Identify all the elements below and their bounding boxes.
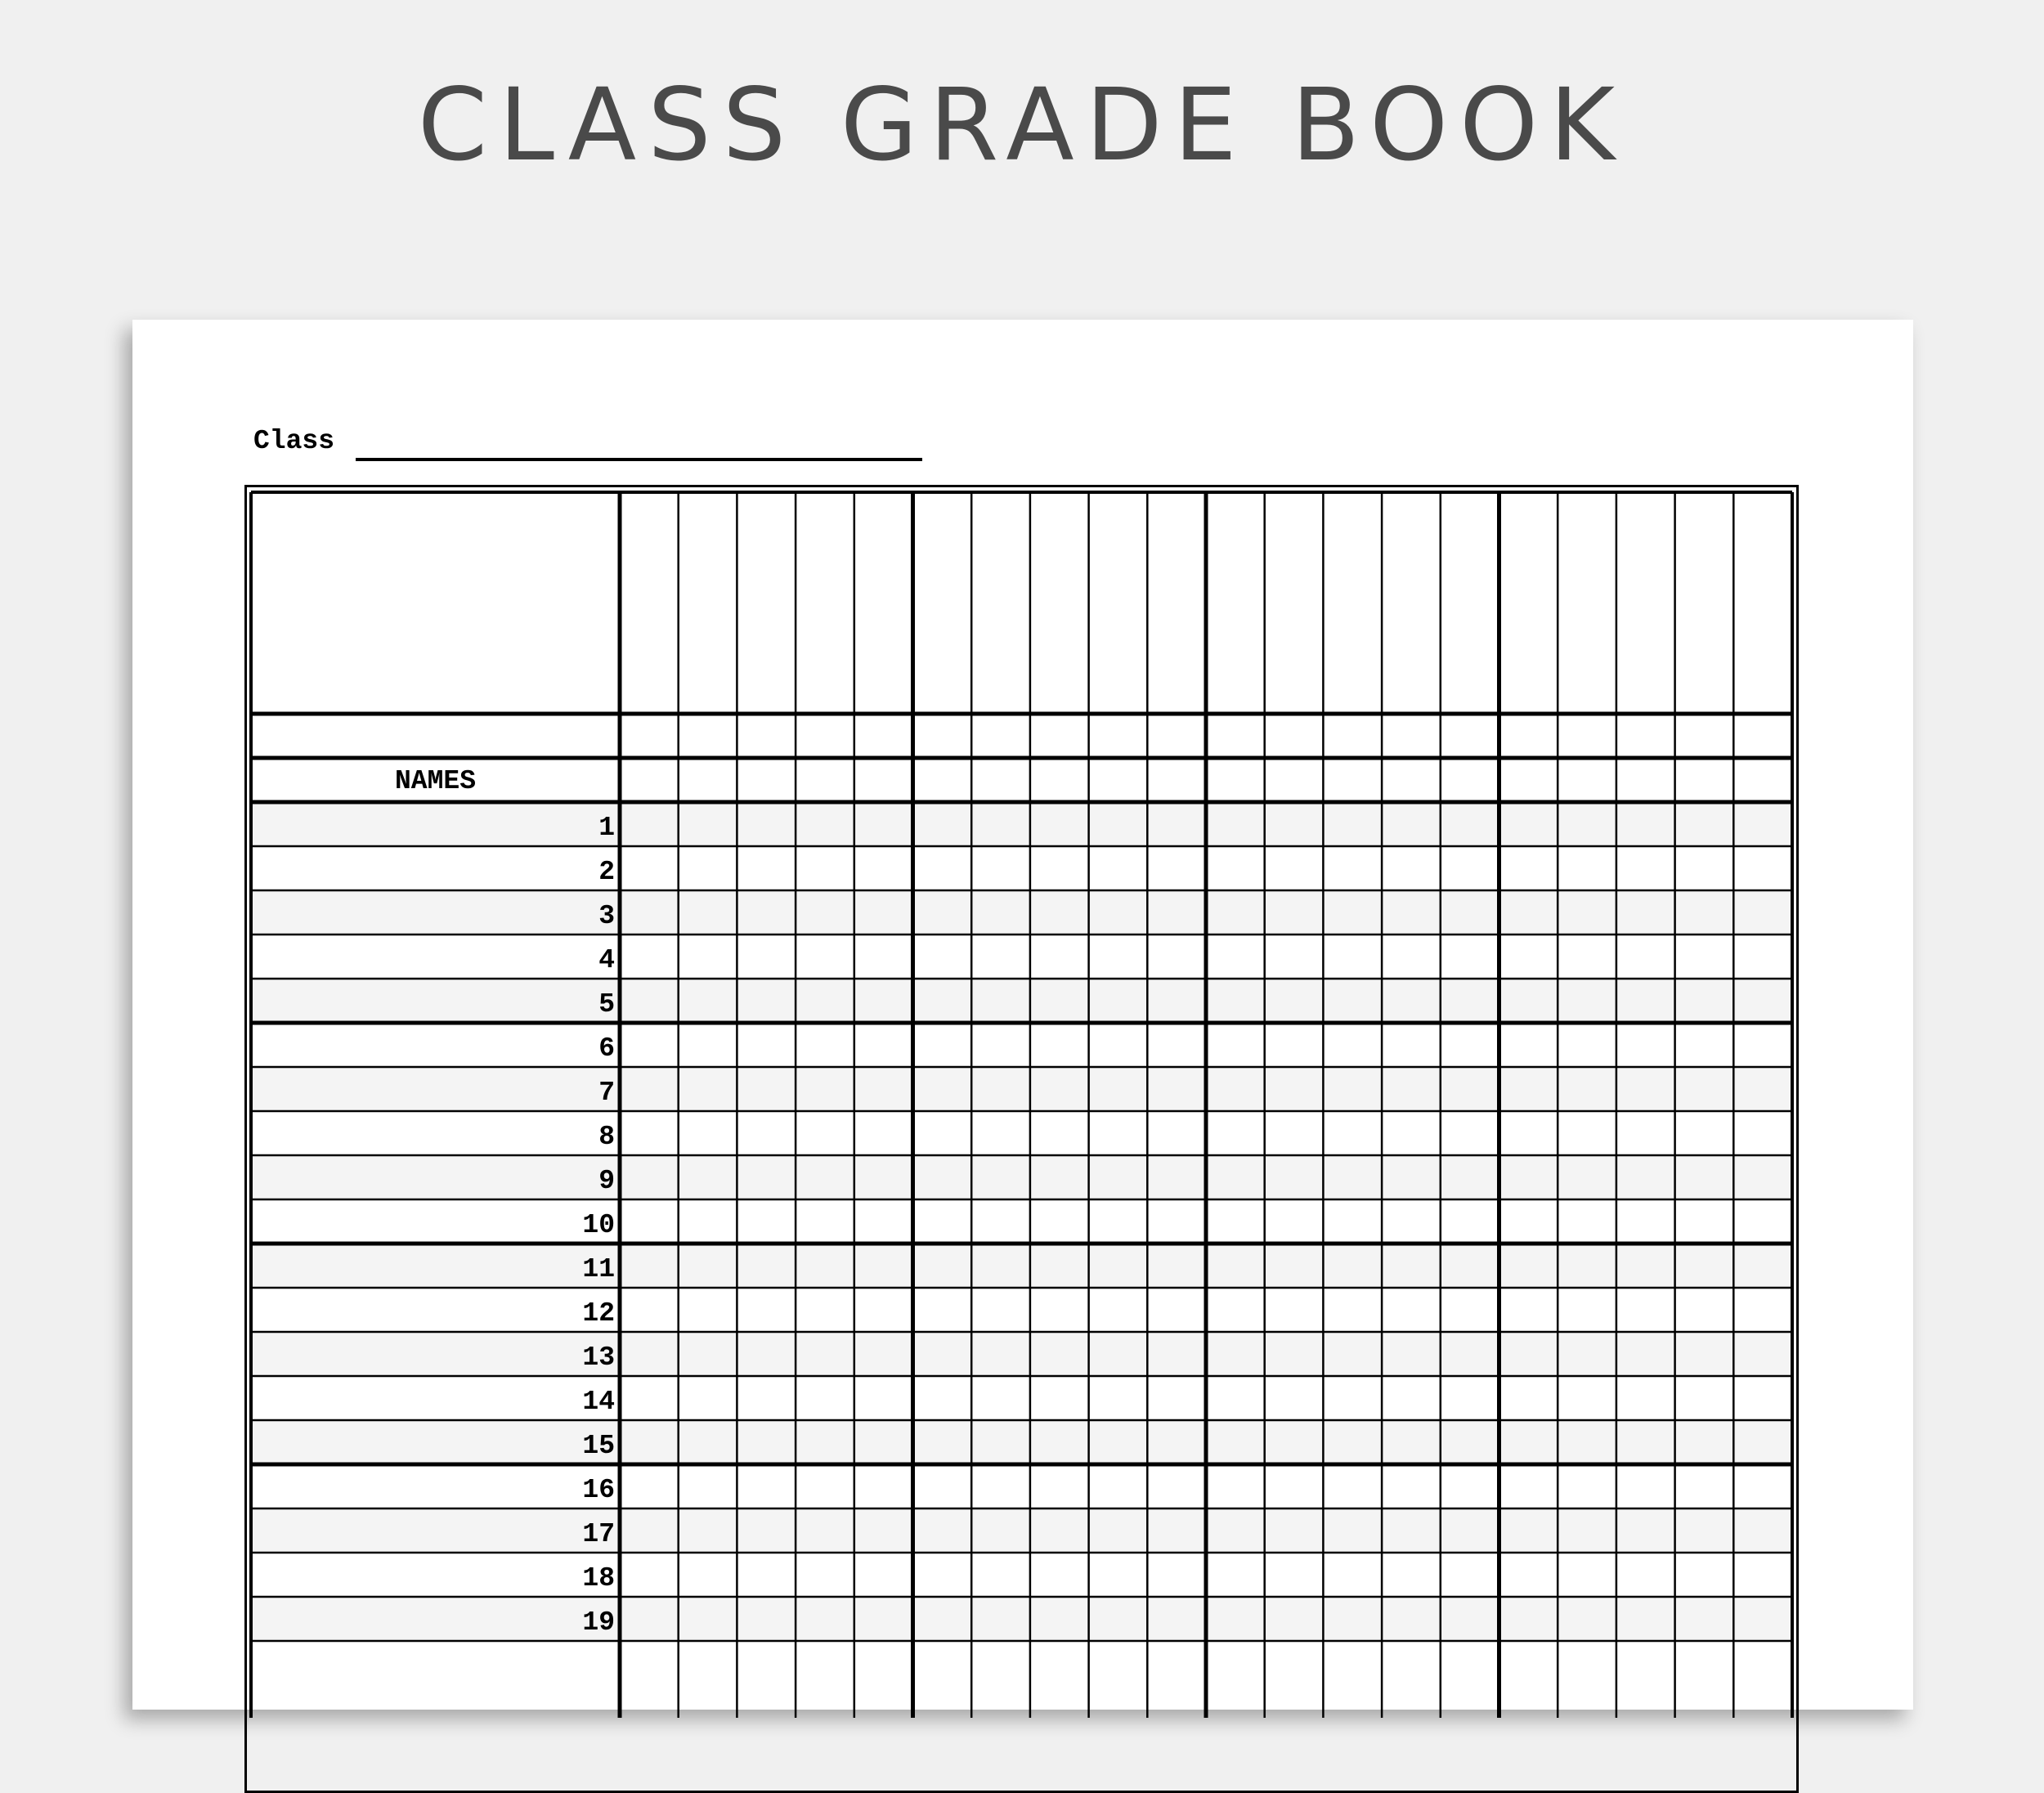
name-cell[interactable]	[253, 1466, 618, 1507]
row-number: 19	[582, 1607, 615, 1638]
row-number: 9	[598, 1166, 615, 1196]
row-number: 13	[582, 1343, 615, 1373]
names-header: NAMES	[394, 766, 477, 796]
name-cell[interactable]	[253, 1069, 618, 1109]
row-number: 6	[598, 1033, 615, 1064]
grade-table	[132, 320, 1913, 1710]
name-cell[interactable]	[253, 1201, 618, 1242]
name-cell[interactable]	[253, 1378, 618, 1419]
name-cell[interactable]	[253, 1024, 618, 1065]
row-number: 15	[582, 1431, 615, 1461]
row-number: 2	[598, 857, 615, 887]
name-cell[interactable]	[253, 848, 618, 889]
row-number: 8	[598, 1122, 615, 1152]
name-cell[interactable]	[253, 1598, 618, 1639]
name-cell[interactable]	[253, 1334, 618, 1374]
name-cell[interactable]	[253, 1289, 618, 1330]
gradebook-sheet	[132, 320, 1913, 1710]
row-number: 4	[598, 945, 615, 975]
name-cell[interactable]	[253, 980, 618, 1021]
row-number: 18	[582, 1563, 615, 1594]
name-cell[interactable]	[253, 1245, 618, 1286]
row-number: 12	[582, 1298, 615, 1329]
name-cell[interactable]	[253, 1554, 618, 1595]
name-cell[interactable]	[253, 1510, 618, 1551]
row-number: 11	[582, 1254, 615, 1284]
name-cell[interactable]	[253, 936, 618, 977]
row-number: 3	[598, 901, 615, 931]
page-title: CLASS GRADE BOOK	[417, 67, 1627, 183]
row-number: 14	[582, 1387, 615, 1417]
name-cell[interactable]	[253, 1113, 618, 1154]
class-label: Class	[253, 426, 335, 456]
row-number: 5	[598, 989, 615, 1020]
name-cell[interactable]	[253, 804, 618, 845]
row-number: 16	[582, 1475, 615, 1505]
row-number: 1	[598, 813, 615, 843]
row-number: 17	[582, 1519, 615, 1549]
row-number: 10	[582, 1210, 615, 1240]
name-cell[interactable]	[253, 1157, 618, 1198]
name-cell[interactable]	[253, 892, 618, 933]
row-number: 7	[598, 1078, 615, 1108]
name-cell[interactable]	[253, 1422, 618, 1463]
